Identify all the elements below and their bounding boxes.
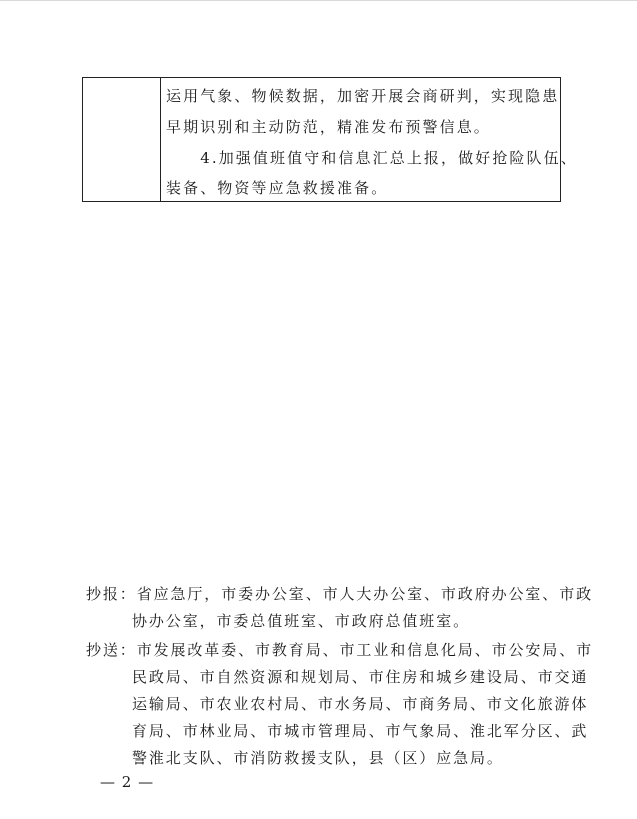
table-line-1: 运用气象、物候数据，加密开展会商研判，实现隐患 (166, 87, 560, 105)
table-line-3: 4.加强值班值守和信息汇总上报，做好抢险队伍、 (166, 149, 578, 167)
table-line-4: 装备、物资等应急救援准备。 (166, 179, 389, 197)
copy-send-line-4: 育局、市林业局、市城市管理局、市气象局、淮北军分区、武 (132, 722, 589, 740)
table-line-2: 早期识别和主动防范，精准发布预警信息。 (166, 118, 491, 136)
copy-send-line-5: 警淮北支队、市消防救援支队，县（区）应急局。 (132, 749, 504, 767)
copy-report-line-2: 协办公室，市委总值班室、市政府总值班室。 (132, 612, 471, 630)
content-table (82, 77, 578, 202)
copy-send-line-3: 运输局、市农业农村局、市水务局、市商务局、市文化旅游体 (132, 695, 589, 713)
table-left-column (83, 78, 161, 201)
copy-report-line-1: 抄报：省应急厅，市委办公室、市人大办公室、市政府办公室、市政 (86, 585, 594, 603)
copy-send-line-1: 抄送：市发展改革委、市教育局、市工业和信息化局、市公安局、市 (86, 641, 594, 659)
page-top-edge (0, 0, 637, 1)
page-number: — 2 — (100, 773, 155, 791)
table-right-column (161, 78, 578, 201)
copy-send-line-2: 民政局、市自然资源和规划局、市住房和城乡建设局、市交通 (132, 668, 589, 686)
